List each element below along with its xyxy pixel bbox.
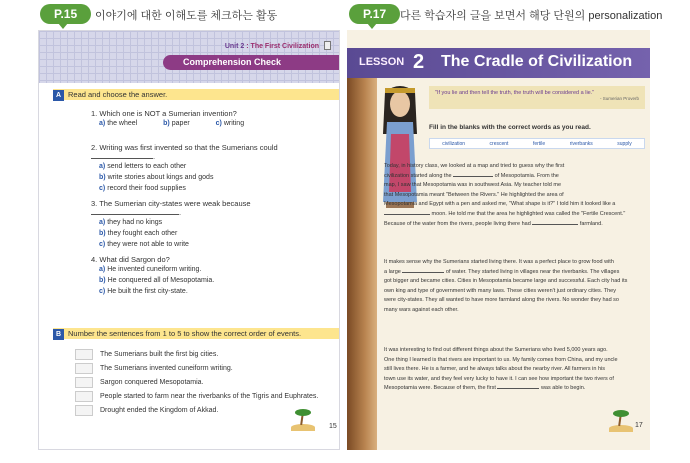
- word-bank-item: crescent: [489, 140, 509, 147]
- order-number-box[interactable]: [75, 363, 93, 374]
- unit-label: Unit 2 : The First Civilization: [224, 43, 319, 50]
- section-b-instruction: Number the sentences from 1 to 5 to show the correct order of events.: [68, 329, 302, 338]
- caption-right: 다른 학습자의 글을 보면서 해당 단원의 personalization: [400, 10, 663, 22]
- question-num: 4.: [91, 255, 98, 264]
- book-icon: [324, 41, 331, 50]
- question-text: Which one is NOT a Sumerian invention?: [99, 109, 237, 118]
- paragraph-2: It makes sense why the Sumerians started living there. It was a perfect place to grow food with a large of water. They started living in villages near the riverbanks. The villages got bigger and became cities. Cities in Mesopotamia became large and successful. Each city had its own king and type of government with many laws. These cities weren't just ordinary cities. They were city-states. They all wanted to have more farmland along the rivers. No wonder they had so many wars against each other.: [384, 259, 628, 313]
- quote-text: "If you lie and then tell the truth, the truth will be considered a lie.": [435, 90, 595, 96]
- lesson-title: The Cradle of Civilization: [441, 53, 633, 70]
- unit-prefix: Unit 2: [224, 43, 245, 50]
- order-item-text: Drought ended the Kingdom of Akkad.: [100, 407, 219, 414]
- order-number-box[interactable]: [75, 405, 93, 416]
- word-bank-item: supply: [617, 140, 632, 147]
- page-tag-left: P.15: [40, 4, 91, 24]
- unit-title: The First Civilization: [250, 43, 319, 50]
- question-text: What did Sargon do?: [99, 255, 170, 264]
- right-page: [347, 30, 650, 450]
- paragraph-1: Today, in history class, we looked at a map and tried to guess why the first civilization started along the of Mesopotamia. From the map, I saw that Mesopotamia was in southwest Asia. My teacher told me that Mesopotamia meant "Between the Rivers." He highlighted the area of Mesopotamia and Egypt with a pen and asked me, "What shape is it?" I told him it looked like a moon. He told me that the area he highlighted was called the "Fertile Crescent." Because of the water from the rivers, people living there had farmland.: [384, 163, 626, 227]
- order-item: [75, 391, 318, 402]
- option-c[interactable]: c) He built the first city-state.: [99, 288, 188, 295]
- quote-source: - Sumerian Proverb: [599, 96, 639, 101]
- caption-left: 이야기에 대한 이해도를 체크하는 활동: [95, 10, 278, 22]
- option-b[interactable]: b) write stories about kings and gods: [99, 174, 214, 181]
- question-4: [91, 255, 214, 297]
- order-number-box[interactable]: [75, 391, 93, 402]
- paragraph-3: It was interesting to find out different things about the Sumerians who lived 5,000 years ago. One thing I learned is that rivers are important to us. My family comes from China, and my uncle still lives there. He is a farmer, and he always talks about the nearby river. All farmers in his town use its water, and they feel very lucky to have it. I can see how important the two rivers of Mesopotamia were. Because of them, the first was able to begin.: [384, 347, 618, 392]
- order-item-text: Sargon conquered Mesopotamia.: [100, 379, 204, 386]
- section-title-bar: Comprehension Check: [163, 55, 339, 70]
- left-page: [38, 30, 340, 450]
- option-b[interactable]: b) they fought each other: [99, 230, 178, 237]
- question-3: 3. The Sumerian city-states were weak because . a) they had no kings b) they fought each other c) they were not able to write: [91, 199, 339, 250]
- option-a[interactable]: a) send letters to each other: [99, 163, 187, 170]
- option-a[interactable]: a) He invented cuneiform writing.: [99, 266, 202, 273]
- answer-blank[interactable]: [453, 176, 493, 177]
- order-number-box[interactable]: [75, 349, 93, 360]
- answer-blank[interactable]: [91, 214, 179, 215]
- order-item-text: The Sumerians invented cuneiform writing.: [100, 365, 233, 372]
- question-num: 3.: [91, 199, 98, 208]
- page-number: 17: [635, 422, 643, 429]
- answer-blank[interactable]: [497, 388, 539, 389]
- option-c[interactable]: c) writing: [215, 120, 245, 127]
- order-item-text: People started to farm near the riverbanks of the Tigris and Euphrates.: [100, 393, 319, 400]
- lesson-number: 2: [413, 51, 425, 73]
- order-number-box[interactable]: [75, 377, 93, 388]
- option-c[interactable]: c) they were not able to write: [99, 241, 189, 248]
- section-b-letter: B: [53, 329, 64, 340]
- answer-blank[interactable]: [91, 158, 153, 159]
- answer-blank[interactable]: [384, 214, 430, 215]
- section-a-instruction: Read and choose the answer.: [68, 90, 168, 99]
- word-bank-item: civilization: [442, 140, 466, 147]
- lesson-label: LESSON: [359, 56, 405, 68]
- parchment-edge: [347, 78, 377, 450]
- section-a-letter: A: [53, 90, 64, 101]
- palm-island-icon: [609, 410, 633, 432]
- question-text: Writing was first invented so that the Sumerians could: [99, 143, 278, 152]
- answer-blank[interactable]: [402, 272, 444, 273]
- page-number: 15: [329, 423, 337, 430]
- word-bank-item: riverbanks: [569, 140, 593, 147]
- section-a-header: [53, 89, 339, 100]
- option-c[interactable]: c) record their food supplies: [99, 185, 186, 192]
- answer-blank[interactable]: [532, 224, 578, 225]
- word-bank: [429, 138, 645, 149]
- word-bank-item: fertile: [532, 140, 546, 147]
- palm-island-icon: [291, 409, 315, 431]
- proverb-quote: [429, 86, 645, 109]
- order-item: [75, 349, 218, 360]
- fill-instruction: Fill in the blanks with the correct words as you read.: [429, 124, 591, 131]
- option-b[interactable]: b) paper: [163, 120, 190, 127]
- lesson-title-bar: [347, 48, 650, 78]
- order-item: [75, 363, 233, 374]
- option-a[interactable]: a) they had no kings: [99, 219, 163, 226]
- question-text: The Sumerian city-states were weak because: [99, 199, 251, 208]
- page-tag-right: P.17: [349, 4, 400, 24]
- question-num: 2.: [91, 143, 98, 152]
- option-a[interactable]: a) the wheel: [99, 120, 138, 127]
- question-1: [91, 109, 268, 129]
- order-item: [75, 377, 204, 388]
- order-item-text: The Sumerians built the first big cities.: [100, 351, 219, 358]
- option-b[interactable]: b) He conquered all of Mesopotamia.: [99, 277, 215, 284]
- section-b-header: [53, 328, 339, 339]
- order-item: [75, 405, 218, 416]
- question-2: 2. Writing was first invented so that the Sumerians could . a) send letters to each other b) write stories about kings and gods c) record their food supplies: [91, 143, 339, 194]
- question-num: 1.: [91, 109, 98, 118]
